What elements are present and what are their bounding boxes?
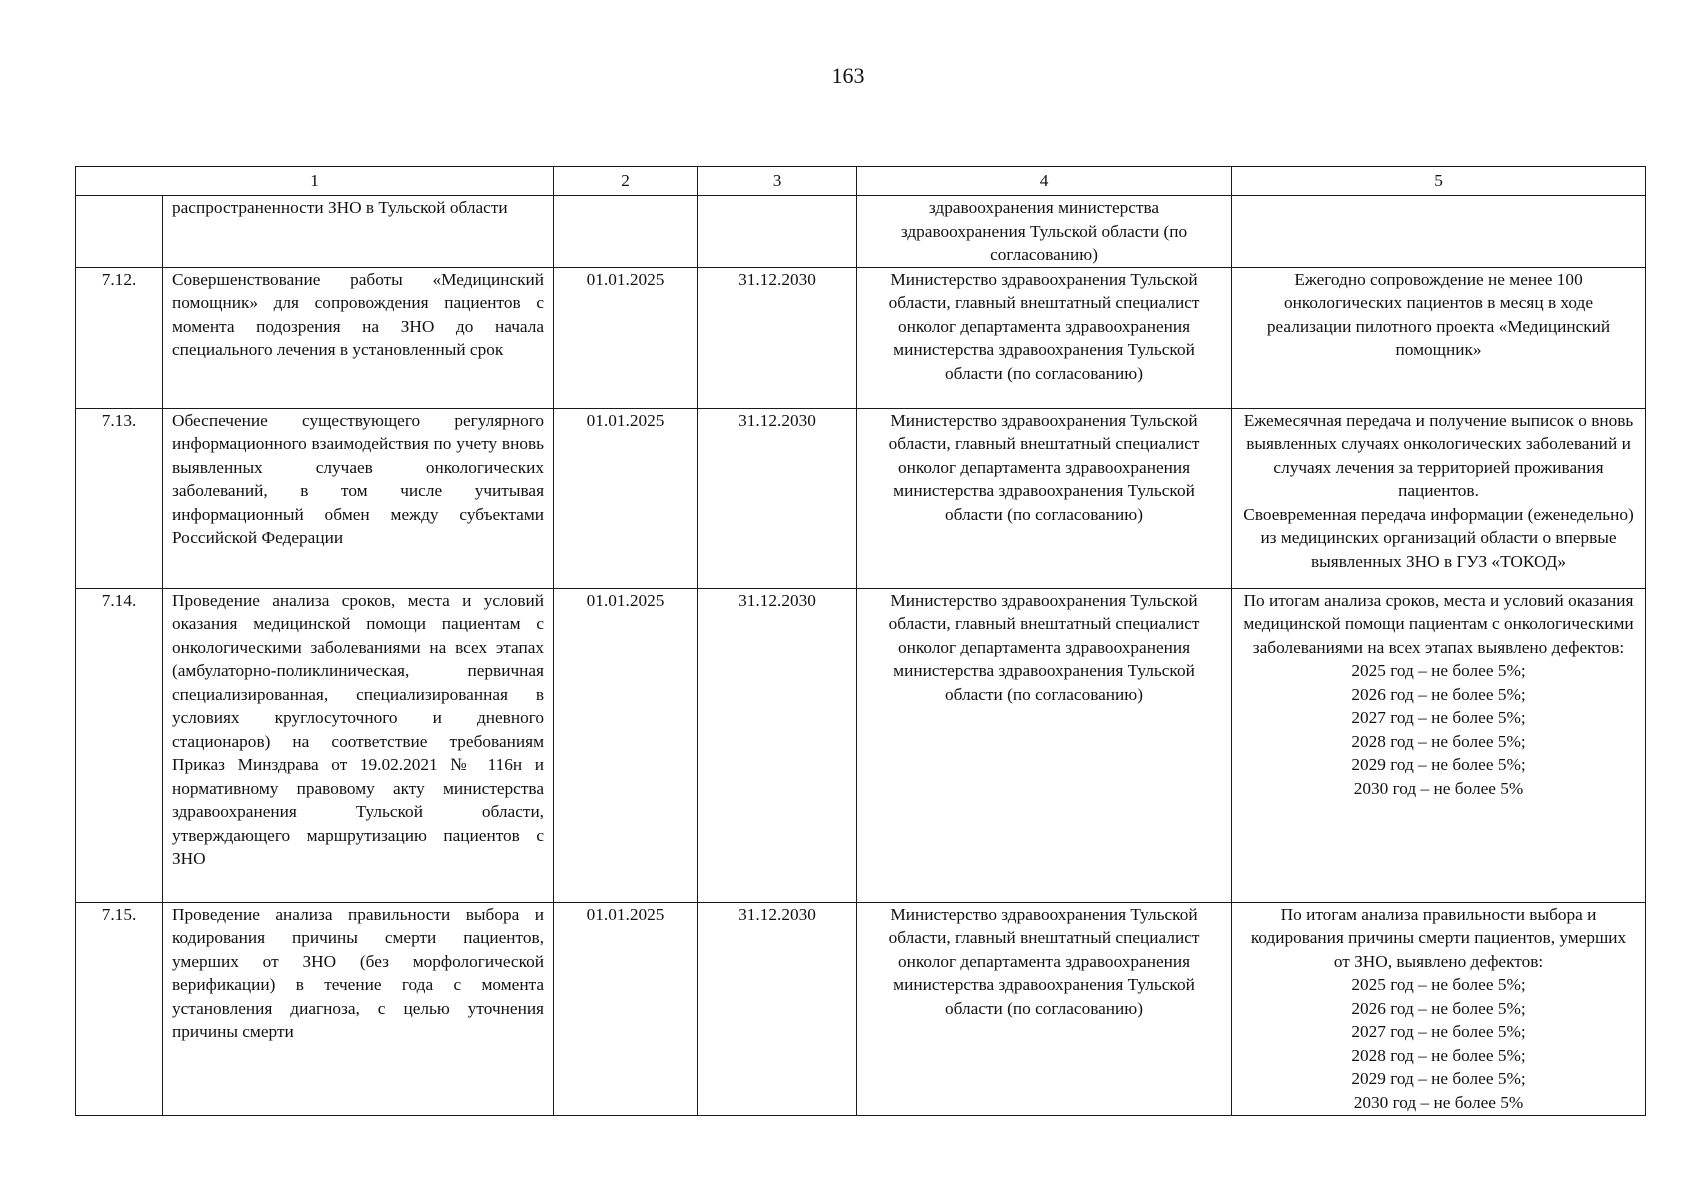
result-line: 2026 год – не более 5%; [1351,684,1526,704]
page-number: 163 [831,63,865,88]
row-result [1232,196,1646,268]
row-responsible: Министерство здравоохранения Тульской области, главный внештатный специалист онколог департамента здравоохранения министерства здравоохранения Тульской области (по согласованию) [857,902,1232,1115]
result-line: Ежемесячная передача и получение выписок о вновь выявленных случаях онкологических заболеваний и случаях лечения за территорией проживания пациентов. [1243,410,1634,500]
result-line: Своевременная передача информации (еженедельно) из медицинских организаций области о впервые выявленных ЗНО в ГУЗ «ТОКОД» [1243,504,1634,571]
row-end-date [698,196,857,268]
row-number: 7.15. [76,902,163,1115]
row-responsible: Министерство здравоохранения Тульской области, главный внештатный специалист онколог департамента здравоохранения министерства здравоохранения Тульской области (по согласованию) [857,408,1232,588]
table-row [76,902,1646,1115]
result-line: 2030 год – не более 5% [1353,1092,1524,1112]
row-start-date [554,196,698,268]
row-result [1232,588,1646,902]
result-line: 2029 год – не более 5%; [1351,755,1526,774]
header-col-2: 2 [554,167,698,196]
row-end-date: 31.12.2030 [698,408,857,588]
table-row [76,267,1646,408]
row-result [1232,902,1646,1115]
row-responsible: Министерство здравоохранения Тульской области, главный внештатный специалист онколог департамента здравоохранения министерства здравоохранения Тульской области (по согласованию) [857,267,1232,408]
row-start-date: 01.01.2025 [554,267,698,408]
result-line: 2027 год – не более 5%; [1351,708,1526,727]
measures-table [75,166,1646,1116]
row-number [76,196,163,268]
result-line: 2027 год – не более 5%; [1351,1022,1526,1041]
result-line: Ежегодно сопровождение не менее 100 онкологических пациентов в месяц в ходе реализации пилотного проекта «Медицинский помощник» [1266,269,1611,359]
row-result [1232,408,1646,588]
row-start-date: 01.01.2025 [554,902,698,1115]
row-description: Проведение анализа правильности выбора и кодирования причины смерти пациентов, умерших от ЗНО (без морфологической верификации) в течение года с момента установления диагноза, с целью уточнения причины смерти [163,902,554,1115]
row-responsible: здравоохранения министерства здравоохранения Тульской области (по согласованию) [857,196,1232,268]
result-line: 2025 год – не более 5%; [1351,661,1526,680]
header-row [76,167,1646,196]
row-number: 7.14. [76,588,163,902]
table-row [76,196,1646,268]
header-col-5: 5 [1232,167,1646,196]
result-line: По итогам анализа сроков, места и условий оказания медицинской помощи пациентам с онкологическими заболеваниями на всех этапах выявлено дефектов: [1243,590,1634,657]
row-start-date: 01.01.2025 [554,588,698,902]
row-description: Проведение анализа сроков, места и условий оказания медицинской помощи пациентам с онкологическими заболеваниями на всех этапах (амбулаторно-поликлиническая, первичная специализированная, специализированная в условиях круглосуточного и дневного стационаров) на соответствие требованиям Приказ Минздрава от 19.02.2021 № 116н и нормативному правовому акту министерства здравоохранения Тульской области, утверждающего маршрутизацию пациентов с ЗНО [163,588,554,902]
row-description: Совершенствование работы «Медицинский помощник» для сопровождения пациентов с момента подозрения на ЗНО до начала специального лечения в установленный срок [163,267,554,408]
result-line: 2028 год – не более 5%; [1351,1045,1526,1065]
table-row [76,588,1646,902]
row-end-date: 31.12.2030 [698,267,857,408]
row-number: 7.13. [76,408,163,588]
header-col-1: 1 [76,167,554,196]
result-line: 2029 год – не более 5%; [1351,1069,1526,1088]
result-line: По итогам анализа правильности выбора и кодирования причины смерти пациентов, умерших от ЗНО, выявлено дефектов: [1250,904,1627,971]
row-start-date: 01.01.2025 [554,408,698,588]
result-line: 2026 год – не более 5%; [1351,998,1526,1018]
result-line: 2030 год – не более 5% [1353,778,1524,798]
row-responsible: Министерство здравоохранения Тульской области, главный внештатный специалист онколог департамента здравоохранения министерства здравоохранения Тульской области (по согласованию) [857,588,1232,902]
row-number: 7.12. [76,267,163,408]
row-description: Обеспечение существующего регулярного информационного взаимодействия по учету вновь выявленных случаев онкологических заболеваний, в том числе учитывая информационный обмен между субъектами Российской Федерации [163,408,554,588]
result-line: 2025 год – не более 5%; [1351,975,1526,994]
row-end-date: 31.12.2030 [698,902,857,1115]
table-row [76,408,1646,588]
result-line: 2028 год – не более 5%; [1351,731,1526,751]
row-end-date: 31.12.2030 [698,588,857,902]
header-col-4: 4 [857,167,1232,196]
row-description: распространенности ЗНО в Тульской области [163,196,554,268]
header-col-3: 3 [698,167,857,196]
row-result [1232,267,1646,408]
